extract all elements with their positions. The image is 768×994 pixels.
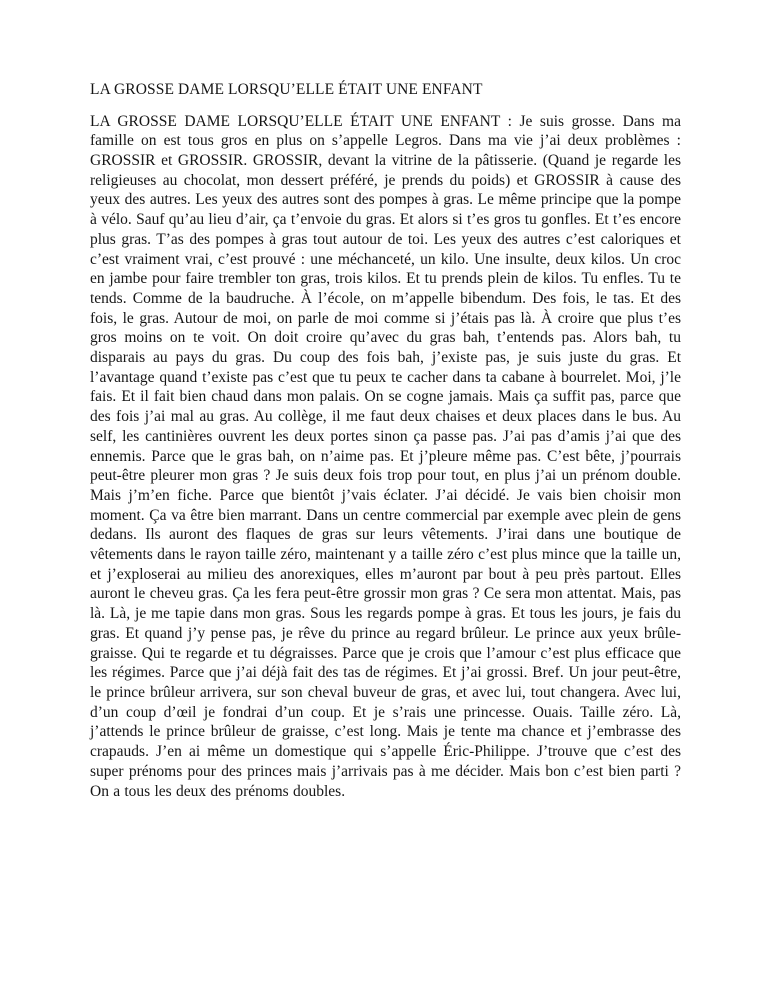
document-title: LA GROSSE DAME LORSQU’ELLE ÉTAIT UNE ENFANT xyxy=(90,81,483,98)
document-body-paragraph: LA GROSSE DAME LORSQU’ELLE ÉTAIT UNE ENFANT : Je suis grosse. Dans ma famille on est tous gros en plus on s’appelle Legros. Dans ma vie j’ai deux problèmes : GROSSIR et GROSSIR. GROSSIR, devant la vitrine de la pâtisserie. (Quand je regarde les religieuses au chocolat, mon dessert préféré, je prends du poids) et GROSSIR à cause des yeux des autres. Les yeux des autres sont des pompes à gras. Le même principe que la pompe à vélo. Sauf qu’au lieu d’air, ça t’envoie du gras. Et alors si t’es gros tu gonfles. Et t’es encore plus gras. T’as des pompes à gras tout autour de toi. Les yeux des autres c’est caloriques et c’est vraiment vrai, c’est prouvé : une méchanceté, un kilo. Une insulte, deux kilos. Un croc en jambe pour faire trembler ton gras, trois kilos. Et tu prends plein de kilos. Tu enfles. Tu te tends. Comme de la baudruche. À l’école, on m’appelle bibendum. Des fois, le tas. Et des fois, le gras. Autour de moi, on parle de moi comme si j’étais pas là. À croire que plus t’es gros moins on te voit. On doit croire qu’avec du gras bah, t’entends pas. Alors bah, tu disparais au pays du gras. Du coup des fois bah, j’existe pas, je suis juste du gras. Et l’avantage quand t’existe pas c’est que tu peux te cacher dans ta cabane à bourrelet. Moi, j’le fais. Et il fait bien chaud dans mon palais. On se cogne jamais. Mais ça suffit pas, parce que des fois j’ai mal au gras. Au collège, il me faut deux chaises et deux places dans le bus. Au self, les cantinières ouvrent les deux portes sinon ça passe pas. J’ai pas d’amis j’ai que des ennemis. Parce que le gras bah, on n’aime pas. Et j’pleure même pas. C’est bête, j’pourrais peut-être pleurer mon gras ? Je suis deux fois trop pour tout, en plus j’ai un prénom double. Mais j’m’en fiche. Parce que bientôt j’vais éclater. J’ai décidé. Je vais bien choisir mon moment. Ça va être bien marrant. Dans un centre commercial par exemple avec plein de gens dedans. Ils auront des flaques de gras sur leurs vêtements. J’irai dans une boutique de vêtements dans le rayon taille zéro, maintenant y a taille zéro c’est plus mince que la taille un, et j’exploserai au milieu des anorexiques, elles m’auront par bout à peu près partout. Elles auront le cheveu gras. Ça les fera peut-être grossir mon gras ? Ce sera mon attentat. Mais, pas là. Là, je me tapie dans mon gras. Sous les regards pompe à gras. Et tous les jours, je fais du gras. Et quand j’y pense pas, je rêve du prince au regard brûleur. Le prince aux yeux brûle-graisse. Qui te regarde et tu dégraisses. Parce que je crois que l’amour c’est plus efficace que les régimes. Parce que j’ai déjà fait des tas de régimes. Et j’ai grossi. Bref. Un jour peut-être, le prince brûleur arrivera, sur son cheval buveur de gras, et avec lui, tout changera. Avec lui, d’un coup d’œil je fondrai d’un coup. Et je s’rais une princesse. Ouais. Taille zéro. Là, j’attends le prince brûleur de graisse, c’est long. Mais je tente ma chance et j’embrasse des crapauds. J’en ai même un domestique qui s’appelle Éric-Philippe. J’trouve que c’est des super prénoms pour des princes mais j’arrivais pas à me décider. Mais bon c’est bien parti ? On a tous les deux des prénoms doubles. xyxy=(90,112,681,800)
